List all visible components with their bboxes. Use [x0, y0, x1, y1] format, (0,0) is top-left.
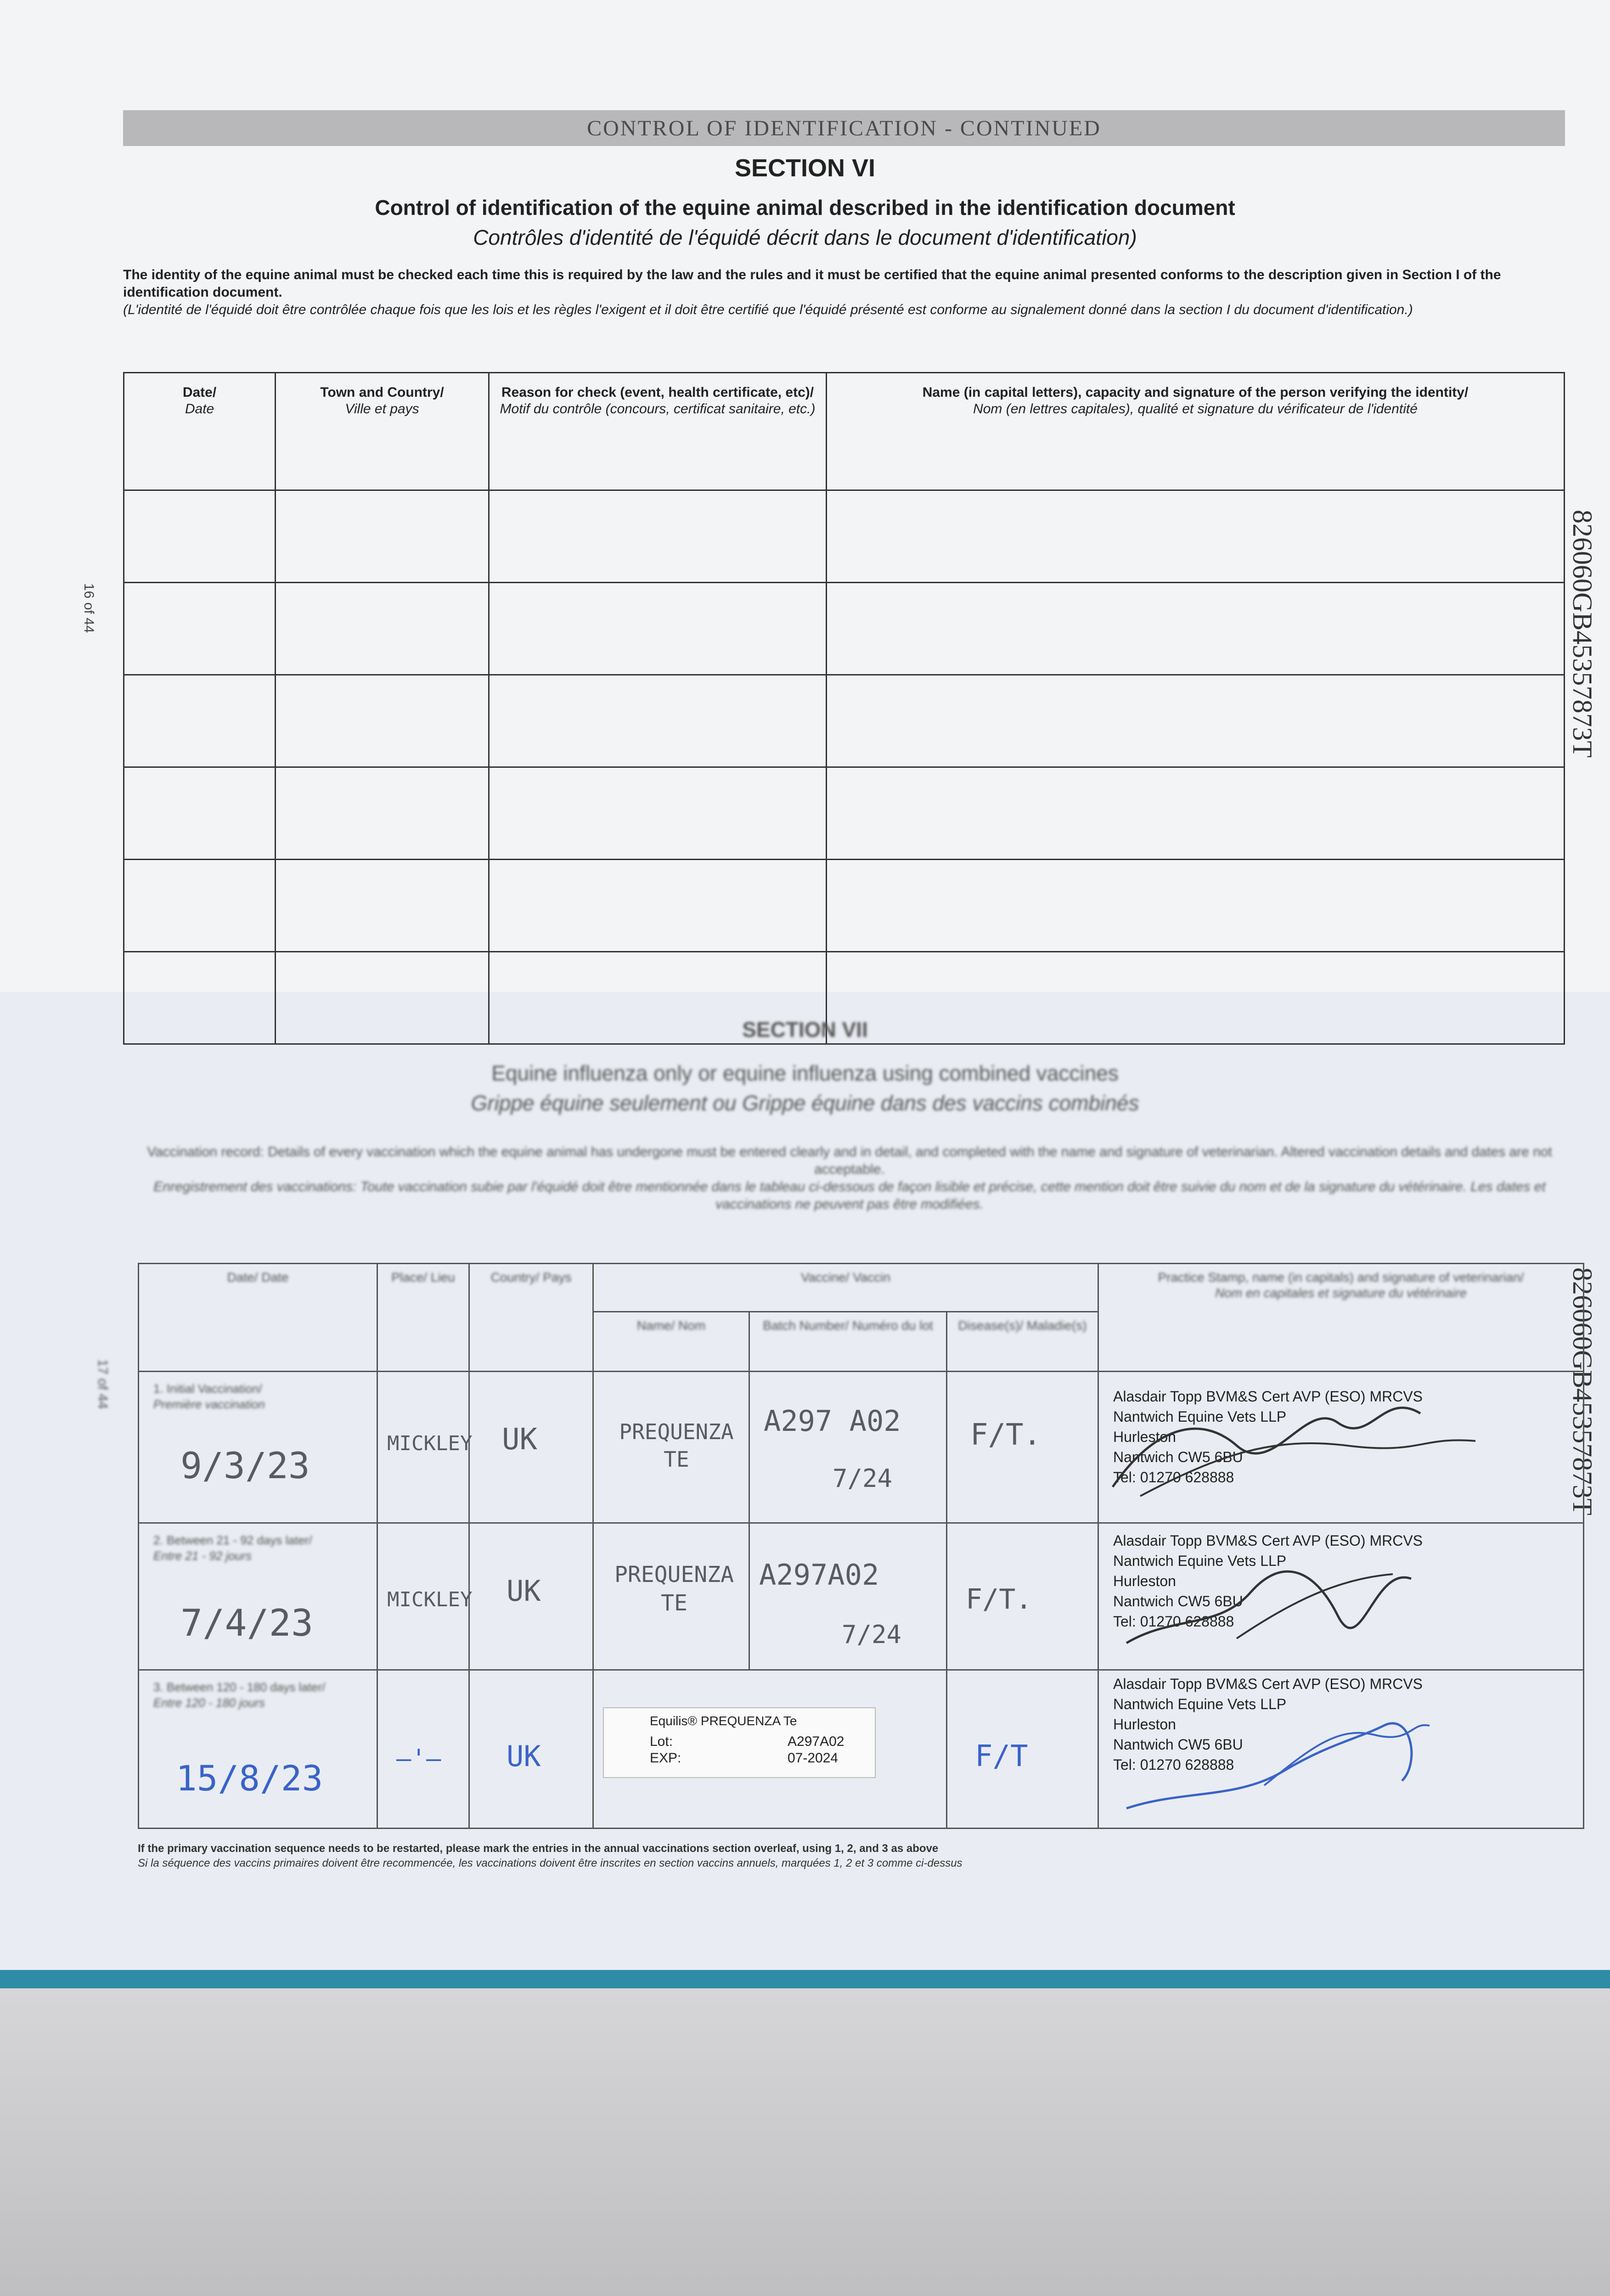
vaccination-table — [138, 1263, 1584, 1829]
row2-date: 7/4/23 — [180, 1602, 313, 1644]
row3-date: 15/8/23 — [176, 1758, 323, 1799]
table-row — [124, 860, 1565, 952]
section7-title: SECTION VII — [742, 1018, 868, 1041]
row1-date-cell: 1. Initial Vaccination/ Première vaccination 9/3/23 — [139, 1372, 377, 1523]
vaccine-sticker: Equilis® PREQUENZA Te Lot: A297A02 EXP: 07-2024 — [603, 1707, 876, 1778]
section-subtitle-en: Control of identification of the equine animal described in the identification document — [375, 196, 1235, 219]
header-batch: Batch Number/ Numéro du lot — [749, 1312, 947, 1372]
header-vaccine: Vaccine/ Vaccin — [593, 1264, 1098, 1312]
vaccination-row-1 — [139, 1372, 1584, 1523]
row3-country: UK — [507, 1739, 541, 1773]
row1-country: UK — [502, 1423, 538, 1457]
row1-place: MICKLEY — [387, 1432, 473, 1455]
page-number-lower: 17 of 44 — [95, 1359, 110, 1409]
row3-date-cell: 3. Between 120 - 180 days later/ Entre 120 - 180 jours 15/8/23 — [139, 1670, 377, 1829]
header-date: Date/ Date — [139, 1264, 377, 1372]
row1-disease: F/T. — [970, 1418, 1041, 1452]
footnote: If the primary vaccination sequence needs to be restarted, please mark the entries in the annual vaccinations section overleaf, using 1, 2, and 3 as above Si la séquence des vaccins primaires doivent être recommencée, les vaccinations doivent être inscrites en section vaccins annuels, marquées 1, 2 et 3 comme ci-dessus — [138, 1842, 963, 1869]
row2-vaccine: PREQUENZA TE — [614, 1562, 734, 1616]
row1-practice-stamp: Alasdair Topp BVM&S Cert AVP (ESO) MRCVS Nantwich Equine Vets LLP Hurleston Nantwich CW5 6BU Tel: 01270 628888 — [1098, 1372, 1584, 1523]
section-title: SECTION VI — [734, 154, 876, 182]
row1-expiry: 7/24 — [833, 1464, 893, 1493]
table-row — [124, 583, 1565, 675]
header-country: Country/ Pays — [469, 1264, 593, 1372]
section7-subtitle-fr: Grippe équine seulement ou Grippe équine dans des vaccins combinés — [471, 1091, 1139, 1115]
row3-signature — [1099, 1671, 1503, 1829]
row2-country: UK — [507, 1574, 541, 1608]
table-row — [124, 767, 1565, 860]
row2-signature — [1099, 1524, 1503, 1671]
section-header-band: CONTROL OF IDENTIFICATION - CONTINUED — [123, 110, 1565, 146]
scanner-background — [0, 1988, 1610, 2296]
row2-place: MICKLEY — [387, 1588, 473, 1611]
section-subtitle-fr: Contrôles d'identité de l'équidé décrit dans le document d'identification) — [473, 225, 1137, 249]
row2-batch: A297A02 — [759, 1558, 879, 1592]
section7-intro: Vaccination record: Details of every vaccination which the equine animal has undergone must be entered clearly and in detail, and completed with the name and signature of veterinarian. Altered vaccination details and dates are not acceptable. Enregistrement des vaccinations: Toute vaccination subie par l'équidé doit être mentionnée dans le tableau ci-dessous de façon lisible et précise, cette mention doit être suivie du nom et de la signature du vétérinaire. Les dates et vaccinations ne peuvent pas être modifiées. — [147, 1144, 1552, 1212]
row3-practice-stamp: Alasdair Topp BVM&S Cert AVP (ESO) MRCVS Nantwich Equine Vets LLP Hurleston Nantwich CW5 6BU Tel: 01270 628888 — [1098, 1670, 1584, 1829]
row1-signature — [1099, 1372, 1503, 1524]
header-practice: Practice Stamp, name (in capitals) and signature of veterinarian/ Nom en capitales et signature du vétérinaire — [1098, 1264, 1584, 1372]
row1-vaccine: PREQUENZA TE — [619, 1419, 734, 1472]
identity-control-table — [123, 372, 1565, 1045]
intro-text — [123, 266, 1547, 319]
row2-date-cell: 2. Between 21 - 92 days later/ Entre 21 - 92 jours 7/4/23 — [139, 1523, 377, 1670]
page-number-upper: 16 of 44 — [81, 583, 96, 633]
row3-place: —'— — [396, 1744, 441, 1773]
row1-batch: A297 A02 — [764, 1404, 901, 1438]
col-reason: Reason for check (event, health certificate, etc)/ Motif du contrôle (concours, certificat sanitaire, etc.) — [489, 373, 827, 490]
header-vaccine-name: Name/ Nom — [593, 1312, 749, 1372]
header-place: Place/ Lieu — [377, 1264, 469, 1372]
vaccination-row-2 — [139, 1523, 1584, 1670]
binding-strip — [0, 1970, 1610, 1988]
header-disease: Disease(s)/ Maladie(s) — [947, 1312, 1098, 1372]
col-town-country: Town and Country/ Ville et pays — [276, 373, 489, 490]
vaccination-row-3 — [139, 1670, 1584, 1829]
row2-expiry: 7/24 — [842, 1620, 902, 1649]
col-verifier: Name (in capital letters), capacity and signature of the person verifying the identity/ Nom (en lettres capitales), qualité et signature du vérificateur de l'identité — [827, 373, 1565, 490]
passport-serial-upper: 826060GB45357873T — [1567, 510, 1598, 758]
intro-en: The identity of the equine animal must be checked each time this is required by the law and the rules and it must be certified that the equine animal presented conforms to the description given in Section I of the identification document. — [123, 267, 1501, 300]
intro-fr: (L'identité de l'équidé doit être contrôlée chaque fois que les lois et les règles l'exigent et il doit être certifié que l'équidé présenté est conforme au signalement donné dans la section I du document d'identification.) — [123, 302, 1413, 317]
row1-date: 9/3/23 — [180, 1446, 310, 1487]
row2-disease: F/T. — [966, 1583, 1032, 1615]
table-row — [124, 490, 1565, 583]
row3-vaccine-sticker-cell — [593, 1670, 947, 1829]
table-row — [124, 675, 1565, 767]
row2-practice-stamp: Alasdair Topp BVM&S Cert AVP (ESO) MRCVS Nantwich Equine Vets LLP Hurleston Nantwich CW5 6BU Tel: 01270 628888 — [1098, 1523, 1584, 1670]
col-date: Date/ Date — [124, 373, 276, 490]
passport-serial-lower: 826060GB45357873T — [1567, 1267, 1598, 1515]
section7-subtitle-en: Equine influenza only or equine influenza using combined vaccines — [491, 1061, 1119, 1085]
row3-disease: F/T — [975, 1739, 1028, 1773]
